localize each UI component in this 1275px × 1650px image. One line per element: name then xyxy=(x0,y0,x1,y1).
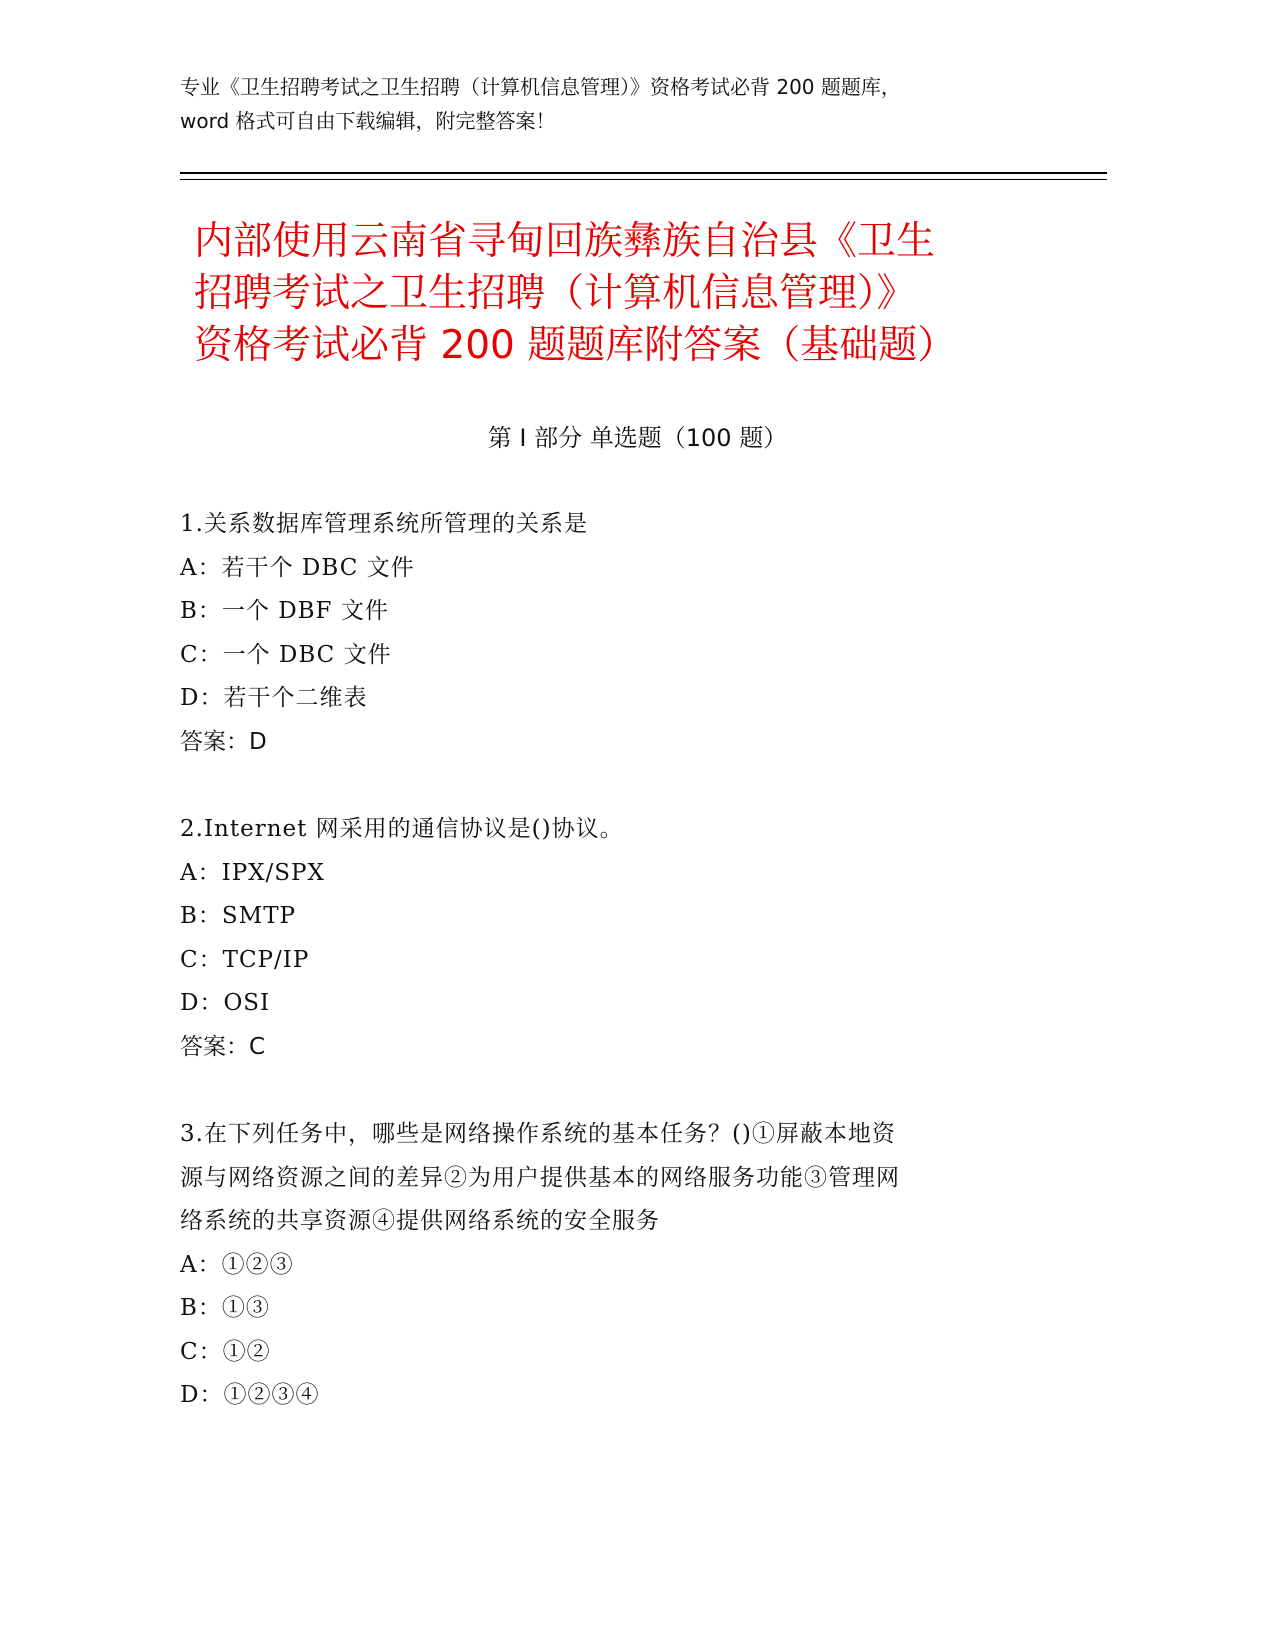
question-3-option-c: C：①② xyxy=(180,1339,271,1365)
question-3-option-a: A：①②③ xyxy=(180,1252,294,1278)
question-2-option-c: C：TCP/IP xyxy=(180,947,310,973)
document-title xyxy=(194,216,1094,372)
question-1-option-c: C：一个 DBC 文件 xyxy=(180,642,392,668)
question-1-text: 1.关系数据库管理系统所管理的关系是 xyxy=(180,511,588,537)
question-3-text-line-3: 络系统的共享资源④提供网络系统的安全服务 xyxy=(180,1208,660,1234)
question-2-text: 2.Internet 网采用的通信协议是()协议。 xyxy=(180,816,624,842)
section-title: 第 I 部分 单选题（100 题） xyxy=(487,424,788,452)
question-1-option-a: A：若干个 DBC 文件 xyxy=(180,555,415,581)
document-title-line-1: 内部使用云南省寻甸回族彝族自治县《卫生 xyxy=(194,219,936,264)
header-divider-thick xyxy=(180,172,1107,174)
header-note xyxy=(180,70,1080,138)
question-2-answer: 答案：C xyxy=(180,1034,266,1060)
header-note-line-2: word 格式可自由下载编辑，附完整答案！ xyxy=(180,109,556,133)
header-note-line-1: 专业《卫生招聘考试之卫生招聘（计算机信息管理）》资格考试必背 200 题题库， xyxy=(180,75,901,99)
question-2-option-b: B：SMTP xyxy=(180,903,297,929)
question-3-option-d: D：①②③④ xyxy=(180,1382,320,1408)
question-1-option-b: B：一个 DBF 文件 xyxy=(180,598,389,624)
document-title-line-3: 资格考试必背 200 题题库附答案（基础题） xyxy=(194,323,957,368)
header-divider-thin xyxy=(180,179,1107,180)
question-3-option-b: B：①③ xyxy=(180,1295,270,1321)
question-2-option-d: D：OSI xyxy=(180,990,271,1016)
question-1-answer: 答案：D xyxy=(180,729,267,755)
question-3-text-line-2: 源与网络资源之间的差异②为用户提供基本的网络服务功能③管理网 xyxy=(180,1165,900,1191)
question-1-option-d: D：若干个二维表 xyxy=(180,685,368,711)
question-2-option-a: A：IPX/SPX xyxy=(180,860,325,886)
document-title-line-2: 招聘考试之卫生招聘（计算机信息管理）》 xyxy=(194,271,916,316)
question-3-text-line-1: 3.在下列任务中，哪些是网络操作系统的基本任务？()①屏蔽本地资 xyxy=(180,1121,896,1147)
